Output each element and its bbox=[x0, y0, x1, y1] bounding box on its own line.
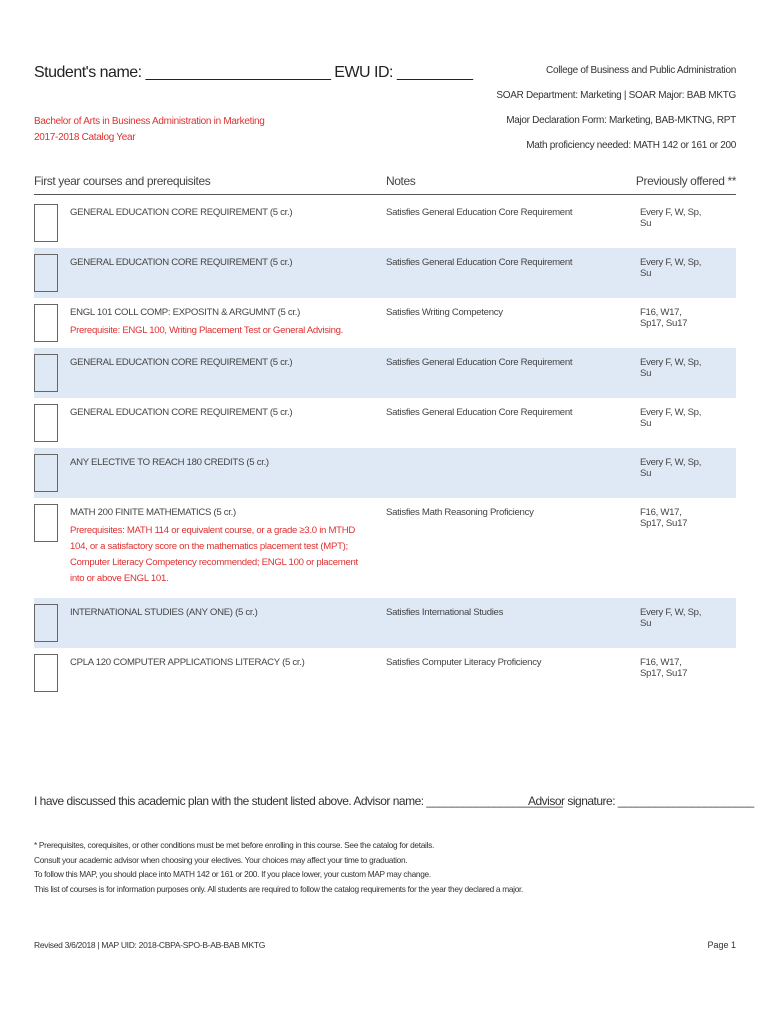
advisor-signature: Advisor signature: ______________________ bbox=[528, 794, 754, 808]
course-offered: Every F, W, Sp, Su bbox=[640, 607, 702, 629]
course-checkbox[interactable] bbox=[34, 454, 58, 492]
course-note: Satisfies General Education Core Requirement bbox=[386, 257, 573, 268]
table-row bbox=[34, 348, 736, 398]
table-header bbox=[34, 172, 736, 195]
table-row bbox=[34, 298, 736, 348]
course-checkbox[interactable] bbox=[34, 254, 58, 292]
header-offered: Previously offered ** bbox=[635, 174, 736, 188]
course-title bbox=[70, 507, 370, 587]
course-title: ANY ELECTIVE TO REACH 180 CREDITS (5 cr.) bbox=[70, 457, 269, 468]
course-offered: Every F, W, Sp, Su bbox=[640, 257, 702, 279]
table-row bbox=[34, 248, 736, 298]
course-note: Satisfies Math Reasoning Proficiency bbox=[386, 507, 534, 518]
footnote: Consult your academic advisor when choosing your electives. Your choices may affect your time to graduation. bbox=[34, 854, 408, 865]
course-offered: Every F, W, Sp, Su bbox=[640, 207, 702, 229]
course-title: GENERAL EDUCATION CORE REQUIREMENT (5 cr.) bbox=[70, 357, 293, 368]
student-name-line: Student's name: ______________________ EWU ID: _________ bbox=[34, 64, 473, 81]
table-row bbox=[34, 648, 736, 698]
footnote: This list of courses is for information purposes only. All students are required to follow the catalog requirements for the year they declared a major. bbox=[34, 883, 524, 894]
course-title: GENERAL EDUCATION CORE REQUIREMENT (5 cr.) bbox=[70, 257, 293, 268]
course-name: ENGL 101 COLL COMP: EXPOSITN & ARGUMNT (5 cr.) bbox=[70, 307, 301, 318]
soar-department: SOAR Department: Marketing | SOAR Major: BAB MKTG bbox=[496, 90, 736, 101]
course-note: Satisfies General Education Core Requirement bbox=[386, 407, 573, 418]
course-offered: F16, W17, Sp17, Su17 bbox=[640, 507, 688, 529]
table-row bbox=[34, 398, 736, 448]
course-note: Satisfies International Studies bbox=[386, 607, 504, 618]
table-row bbox=[34, 498, 736, 598]
page-number: Page 1 bbox=[707, 940, 736, 950]
course-offered: Every F, W, Sp, Su bbox=[640, 357, 702, 379]
table-row bbox=[34, 448, 736, 498]
college-name: College of Business and Public Administration bbox=[546, 65, 736, 76]
course-prerequisite: Prerequisites: MATH 114 or equivalent course, or a grade ≥3.0 in MTHD 104, or a satisfactory score on the mathematics placement test (MPT); Computer Literacy Competency recommended; ENGL 100 or placement into or above ENGL 101. bbox=[70, 525, 358, 584]
course-title: GENERAL EDUCATION CORE REQUIREMENT (5 cr.) bbox=[70, 407, 293, 418]
course-checkbox[interactable] bbox=[34, 654, 58, 692]
course-title: INTERNATIONAL STUDIES (ANY ONE) (5 cr.) bbox=[70, 607, 258, 618]
table-row bbox=[34, 198, 736, 248]
header-notes: Notes bbox=[386, 174, 416, 188]
course-offered: Every F, W, Sp, Su bbox=[640, 457, 702, 479]
course-checkbox[interactable] bbox=[34, 604, 58, 642]
header-courses: First year courses and prerequisites bbox=[34, 174, 211, 188]
course-prerequisite: Prerequisite: ENGL 100, Writing Placement Test or General Advising. bbox=[70, 325, 344, 336]
course-checkbox[interactable] bbox=[34, 404, 58, 442]
course-note: Satisfies Computer Literacy Proficiency bbox=[386, 657, 542, 668]
course-name: MATH 200 FINITE MATHEMATICS (5 cr.) bbox=[70, 507, 236, 518]
course-title: GENERAL EDUCATION CORE REQUIREMENT (5 cr.) bbox=[70, 207, 293, 218]
math-proficiency: Math proficiency needed: MATH 142 or 161 or 200 bbox=[526, 140, 736, 151]
course-checkbox[interactable] bbox=[34, 304, 58, 342]
course-note: Satisfies General Education Core Requirement bbox=[386, 357, 573, 368]
revision-info: Revised 3/6/2018 | MAP UID: 2018-CBPA-SPO-B-AB-BAB MKTG bbox=[34, 940, 266, 950]
college-info bbox=[376, 64, 736, 164]
course-title bbox=[70, 307, 370, 339]
major-declaration: Major Declaration Form: Marketing, BAB-MKTNG, RPT bbox=[506, 115, 736, 126]
course-checkbox[interactable] bbox=[34, 204, 58, 242]
course-note: Satisfies General Education Core Requirement bbox=[386, 207, 573, 218]
catalog-year: 2017-2018 Catalog Year bbox=[34, 132, 136, 143]
course-offered: F16, W17, Sp17, Su17 bbox=[640, 657, 688, 679]
course-offered: Every F, W, Sp, Su bbox=[640, 407, 702, 429]
table-row bbox=[34, 598, 736, 648]
advisor-statement: I have discussed this academic plan with the student listed above. Advisor name: ______________________ bbox=[34, 794, 563, 808]
program-info bbox=[34, 114, 265, 146]
footnote: To follow this MAP, you should place into MATH 142 or 161 or 200. If you place lower, your custom MAP may change. bbox=[34, 869, 431, 880]
course-title: CPLA 120 COMPUTER APPLICATIONS LITERACY (5 cr.) bbox=[70, 657, 305, 668]
course-checkbox[interactable] bbox=[34, 504, 58, 542]
course-note: Satisfies Writing Competency bbox=[386, 307, 503, 318]
program-name: Bachelor of Arts in Business Administration in Marketing bbox=[34, 116, 265, 127]
footnote: * Prerequisites, corequisites, or other conditions must be met before enrolling in this course. See the catalog for details. bbox=[34, 840, 435, 850]
footnotes bbox=[34, 838, 523, 896]
course-offered: F16, W17, Sp17, Su17 bbox=[640, 307, 688, 329]
course-table bbox=[34, 198, 736, 698]
course-checkbox[interactable] bbox=[34, 354, 58, 392]
